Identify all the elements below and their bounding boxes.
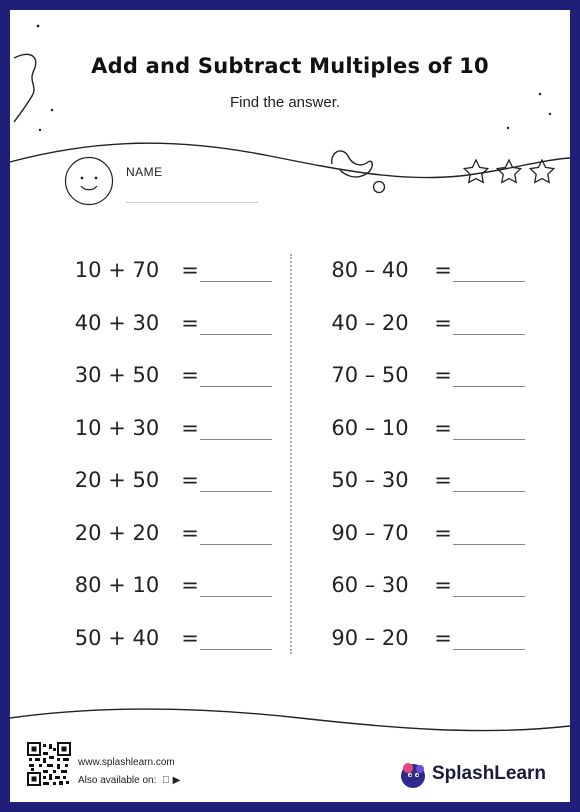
sparkle-dot bbox=[507, 127, 509, 129]
problem-expression: 50 + 40 bbox=[74, 625, 160, 650]
worksheet-page bbox=[10, 10, 570, 802]
equals-sign: = bbox=[434, 520, 452, 545]
equals-sign: = bbox=[181, 625, 199, 650]
problem-expression: 80 – 40 bbox=[331, 258, 409, 282]
answer-blank[interactable] bbox=[200, 334, 272, 335]
answer-blank[interactable] bbox=[200, 439, 272, 440]
problem-expression: 10 + 70 bbox=[74, 258, 160, 282]
answer-blank[interactable] bbox=[200, 386, 272, 387]
answer-blank[interactable] bbox=[453, 281, 525, 282]
availability-note bbox=[78, 775, 180, 786]
answer-blank[interactable] bbox=[200, 596, 272, 597]
instructions: Find the answer. bbox=[229, 94, 341, 111]
problem-expression: 50 – 30 bbox=[331, 468, 409, 492]
problem-row bbox=[315, 521, 535, 553]
equals-sign: = bbox=[181, 520, 199, 545]
problem-row bbox=[62, 626, 282, 658]
answer-blank[interactable] bbox=[200, 649, 272, 650]
problem-expression: 40 + 30 bbox=[74, 310, 160, 335]
problem-row bbox=[315, 416, 535, 448]
equals-sign: = bbox=[181, 573, 199, 597]
bubble-circle bbox=[374, 182, 385, 193]
star-icon bbox=[530, 160, 553, 182]
problem-row bbox=[62, 416, 282, 448]
problem-row bbox=[62, 311, 282, 343]
problem-expression: 30 + 50 bbox=[74, 363, 160, 387]
problem-row bbox=[315, 468, 535, 500]
smiley-face-icon bbox=[64, 156, 114, 206]
answer-blank[interactable] bbox=[453, 386, 525, 387]
problem-row bbox=[315, 626, 535, 658]
sparkle-dot bbox=[39, 129, 41, 131]
equals-sign: = bbox=[434, 363, 452, 387]
website-url[interactable]: www.splashlearn.com bbox=[78, 757, 175, 768]
sparkle-dot bbox=[37, 25, 40, 28]
star-icon bbox=[464, 160, 487, 182]
equals-sign: = bbox=[434, 573, 452, 597]
equals-sign: = bbox=[181, 363, 199, 387]
splashlearn-logo-icon bbox=[398, 760, 428, 790]
equals-sign: = bbox=[181, 258, 199, 282]
problem-expression: 40 – 20 bbox=[331, 310, 409, 335]
star-icon bbox=[497, 160, 520, 182]
rating-stars bbox=[464, 160, 553, 182]
equals-sign: = bbox=[434, 468, 452, 492]
problem-row bbox=[62, 258, 282, 290]
equals-sign: = bbox=[181, 415, 199, 440]
answer-blank[interactable] bbox=[200, 544, 272, 545]
swirl-shape bbox=[332, 151, 372, 177]
problem-row bbox=[62, 573, 282, 605]
problem-expression: 20 + 20 bbox=[74, 520, 160, 545]
column-divider bbox=[290, 254, 292, 654]
equals-sign: = bbox=[181, 468, 199, 492]
problem-expression: 90 – 20 bbox=[331, 625, 409, 650]
equals-sign: = bbox=[434, 258, 452, 282]
answer-blank[interactable] bbox=[453, 491, 525, 492]
problem-row bbox=[62, 363, 282, 395]
answer-blank[interactable] bbox=[200, 491, 272, 492]
equals-sign: = bbox=[434, 415, 452, 440]
answer-blank[interactable] bbox=[200, 281, 272, 282]
problem-expression: 70 – 50 bbox=[331, 363, 409, 387]
problem-expression: 90 – 70 bbox=[331, 520, 409, 545]
name-label: NAME bbox=[126, 165, 163, 179]
answer-blank[interactable] bbox=[453, 544, 525, 545]
problem-row bbox=[315, 573, 535, 605]
brand-name: SplashLearn bbox=[432, 763, 547, 784]
answer-blank[interactable] bbox=[453, 649, 525, 650]
play-store-icon[interactable]: ▶ bbox=[165, 775, 173, 786]
problem-expression: 80 + 10 bbox=[74, 573, 160, 597]
equals-sign: = bbox=[181, 310, 199, 335]
answer-blank[interactable] bbox=[453, 439, 525, 440]
page-title: Add and Subtract Multiples of 10 bbox=[91, 54, 489, 78]
problem-row bbox=[315, 363, 535, 395]
problem-expression: 10 + 30 bbox=[74, 415, 160, 440]
name-field[interactable] bbox=[126, 202, 258, 203]
qr-code-icon bbox=[27, 742, 71, 786]
sparkle-dot bbox=[549, 113, 551, 115]
availability-label: Also available on: bbox=[78, 775, 157, 786]
answer-blank[interactable] bbox=[453, 596, 525, 597]
problem-expression: 60 – 10 bbox=[331, 415, 409, 440]
answer-blank[interactable] bbox=[453, 334, 525, 335]
problem-row bbox=[315, 311, 535, 343]
problem-expression: 60 – 30 bbox=[331, 573, 409, 597]
problem-row bbox=[62, 521, 282, 553]
equals-sign: = bbox=[434, 625, 452, 650]
apple-icon[interactable] bbox=[162, 775, 170, 786]
problem-expression: 20 + 50 bbox=[74, 468, 160, 492]
problem-row bbox=[62, 468, 282, 500]
problem-row bbox=[315, 258, 535, 290]
equals-sign: = bbox=[434, 310, 452, 335]
footer-wave bbox=[10, 709, 570, 731]
